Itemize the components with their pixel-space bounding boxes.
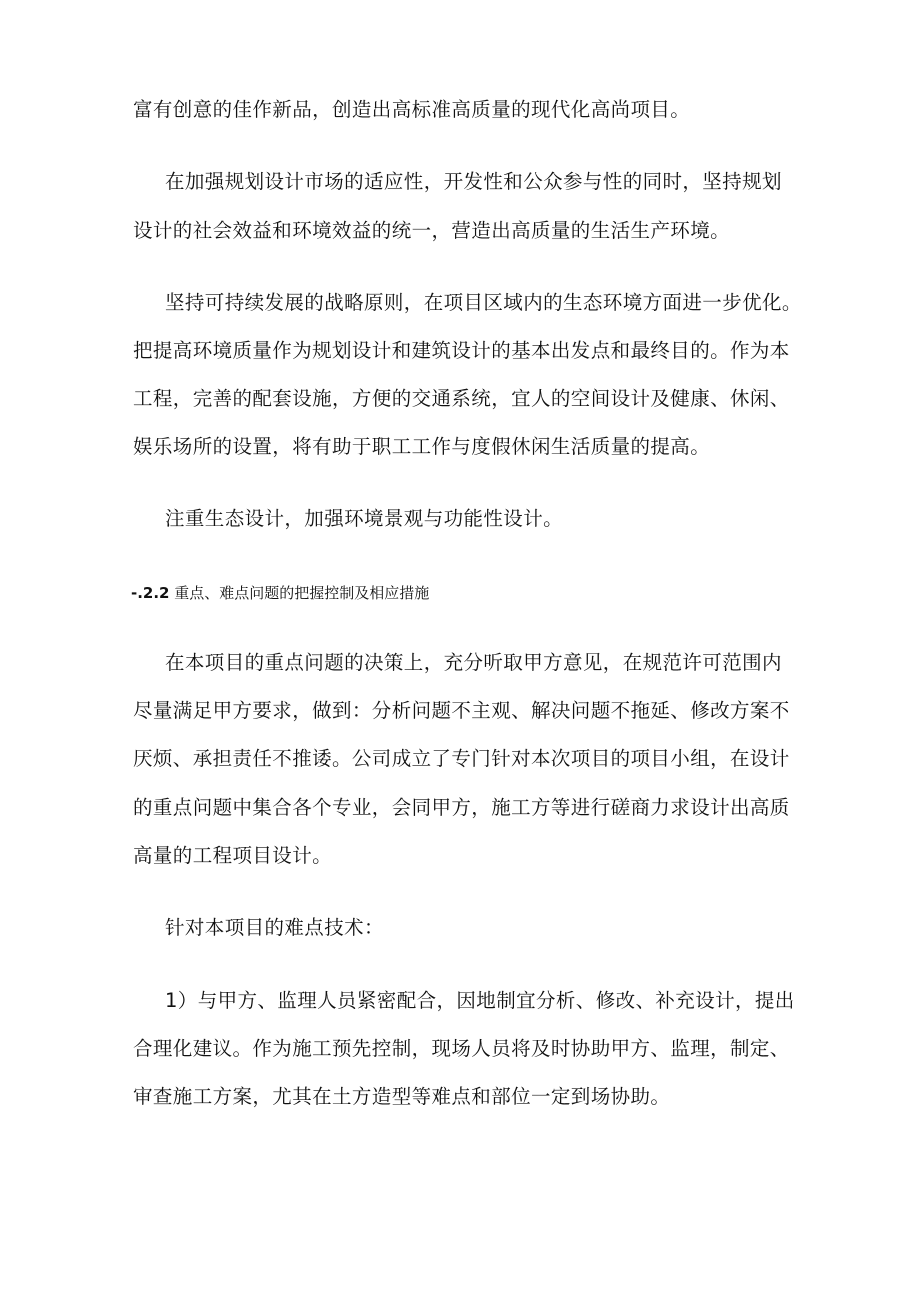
paragraph-line: 厌烦、承担责任不推诿。公司成立了专门针对本次项目的项目小组，在设计	[133, 747, 790, 770]
paragraph-line: 注重生态设计，加强环境景观与功能性设计。	[165, 507, 564, 530]
paragraph-line: 高量的工程项目设计。	[133, 844, 333, 867]
paragraph-line: 在本项目的重点问题的决策上，充分听取甲方意见，在规范许可范围内	[165, 651, 782, 674]
paragraph-line: 合理化建议。作为施工预先控制，现场人员将及时协助甲方、监理，制定、	[133, 1037, 790, 1060]
section-number: -.2.2	[131, 584, 170, 602]
paragraph-line: 针对本项目的难点技术：	[165, 916, 384, 939]
paragraph-line: 1）与甲方、监理人员紧密配合，因地制宜分析、修改、补充设计，提出	[165, 989, 795, 1012]
paragraph-line: 坚持可持续发展的战略原则，在项目区域内的生态环境方面进一步优化。	[165, 291, 802, 314]
paragraph-line: 审查施工方案，尤其在土方造型等难点和部位一定到场协助。	[133, 1085, 671, 1108]
section-title: 重点、难点问题的把握控制及相应措施	[174, 584, 430, 602]
paragraph-line: 工程，完善的配套设施，方便的交通系统，宜人的空间设计及健康、休闲、	[133, 387, 790, 410]
paragraph-line: 富有创意的佳作新品，创造出高标准高质量的现代化高尚项目。	[133, 98, 691, 121]
section-heading	[131, 582, 429, 604]
paragraph-line: 的重点问题中集合各个专业，会同甲方，施工方等进行磋商力求设计出高质	[133, 796, 790, 819]
paragraph-line: 尽量满足甲方要求，做到：分析问题不主观、解决问题不拖延、修改方案不	[133, 699, 790, 722]
paragraph-line: 把提高环境质量作为规划设计和建筑设计的基本出发点和最终目的。作为本	[133, 339, 790, 362]
paragraph-line: 设计的社会效益和环境效益的统一，营造出高质量的生活生产环境。	[133, 219, 731, 242]
paragraph-line: 娱乐场所的设置，将有助于职工工作与度假休闲生活质量的提高。	[133, 435, 711, 458]
paragraph-line: 在加强规划设计市场的适应性，开发性和公众参与性的同时，坚持规划	[165, 170, 782, 193]
